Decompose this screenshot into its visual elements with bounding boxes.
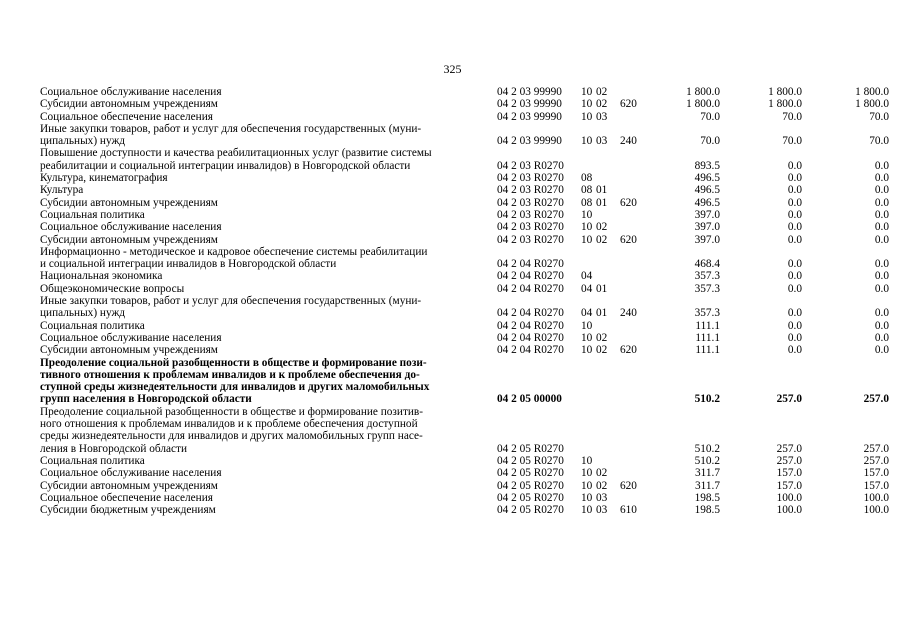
row-target-code: 04 2 05 R0270: [497, 454, 564, 467]
row-subsection: 02: [596, 98, 608, 111]
table-row: [40, 246, 890, 271]
row-amount-year-3: 0.0: [874, 344, 889, 357]
row-subsection: 02: [596, 467, 608, 480]
row-amount-year-3: 0.0: [874, 270, 889, 283]
row-amount-year-1: 198.5: [694, 491, 720, 504]
row-amount-year-1: 468.4: [694, 258, 720, 271]
row-target-code: 04 2 04 R0270: [497, 319, 564, 332]
row-name: Культура: [40, 184, 84, 197]
row-target-code: 04 2 03 99990: [497, 110, 562, 123]
row-section: 10: [581, 86, 593, 98]
row-amount-year-3: 0.0: [874, 319, 889, 332]
row-amount-year-1: 510.2: [694, 454, 720, 467]
row-amount-year-1: 510.2: [694, 442, 720, 455]
row-amount-year-3: 0.0: [874, 172, 889, 185]
row-amount-year-3: 100.0: [863, 504, 889, 517]
table-row: [40, 455, 890, 467]
row-target-code: 04 2 03 99990: [497, 135, 562, 148]
row-subsection: 01: [596, 196, 608, 209]
row-target-code: 04 2 03 99990: [497, 86, 562, 98]
row-amount-year-2: 0.0: [787, 344, 802, 357]
table-row: [40, 98, 890, 110]
row-amount-year-1: 111.1: [695, 344, 720, 357]
table-row: [40, 123, 890, 148]
row-name: Субсидии автономным учреждениям: [40, 233, 218, 246]
row-amount-year-1: 496.5: [694, 172, 720, 185]
table-row: [40, 295, 890, 320]
row-name: Общеэкономические вопросы: [40, 282, 185, 295]
row-amount-year-3: 100.0: [863, 491, 889, 504]
row-amount-year-2: 70.0: [782, 135, 802, 148]
row-name: Социальное обслуживание населения: [40, 467, 222, 480]
table-row: [40, 504, 890, 516]
row-amount-year-1: 397.0: [694, 233, 720, 246]
row-amount-year-2: 100.0: [776, 504, 802, 517]
row-amount-year-1: 496.5: [694, 184, 720, 197]
row-amount-year-3: 70.0: [869, 135, 889, 148]
table-row: [40, 197, 890, 209]
row-target-code: 04 2 04 R0270: [497, 344, 564, 357]
row-name: Субсидии автономным учреждениям: [40, 479, 218, 492]
budget-table: [40, 86, 890, 516]
table-row: [40, 320, 890, 332]
row-subsection: 02: [596, 331, 608, 344]
row-name: Социальное обслуживание населения: [40, 331, 222, 344]
row-amount-year-1: 311.7: [695, 467, 720, 480]
row-amount-year-2: 0.0: [787, 282, 802, 295]
row-amount-year-1: 1 800.0: [686, 86, 720, 98]
row-subsection: 02: [596, 479, 608, 492]
row-amount-year-3: 70.0: [869, 110, 889, 123]
row-amount-year-1: 70.0: [700, 110, 720, 123]
row-amount-year-1: 70.0: [700, 135, 720, 148]
table-row: [40, 357, 890, 406]
row-name: Информационно - методическое и кадровое обеспечение системы реабилитации и социальной интеграции инвалидов в Новгородской области: [40, 245, 428, 271]
row-target-code: 04 2 05 R0270: [497, 442, 564, 455]
row-name: Социальное обеспечение населения: [40, 491, 213, 504]
row-section: 04: [581, 282, 593, 295]
table-row: [40, 283, 890, 295]
row-expense-type: 620: [620, 344, 637, 357]
row-name: Социальное обслуживание населения: [40, 86, 222, 98]
row-amount-year-1: 397.0: [694, 208, 720, 221]
row-name: Субсидии автономным учреждениям: [40, 344, 218, 357]
row-subsection: 03: [596, 135, 608, 148]
row-target-code: 04 2 05 R0270: [497, 467, 564, 480]
row-amount-year-1: 357.3: [694, 270, 720, 283]
row-target-code: 04 2 05 00000: [497, 393, 562, 406]
row-amount-year-3: 0.0: [874, 258, 889, 271]
row-amount-year-2: 0.0: [787, 172, 802, 185]
row-section: 04: [581, 270, 593, 283]
table-row: [40, 86, 890, 98]
row-target-code: 04 2 03 R0270: [497, 196, 564, 209]
row-target-code: 04 2 05 R0270: [497, 504, 564, 517]
row-amount-year-3: 157.0: [863, 467, 889, 480]
row-section: 10: [581, 98, 593, 111]
row-subsection: 01: [596, 307, 608, 320]
row-name: Национальная экономика: [40, 270, 163, 283]
row-amount-year-3: 0.0: [874, 307, 889, 320]
row-amount-year-3: 0.0: [874, 233, 889, 246]
row-section: 08: [581, 196, 593, 209]
row-amount-year-2: 157.0: [776, 467, 802, 480]
row-section: 10: [581, 479, 593, 492]
row-amount-year-2: 0.0: [787, 233, 802, 246]
row-expense-type: 620: [620, 233, 637, 246]
table-row: [40, 147, 890, 172]
row-target-code: 04 2 03 R0270: [497, 221, 564, 234]
row-amount-year-2: 0.0: [787, 258, 802, 271]
row-amount-year-3: 157.0: [863, 479, 889, 492]
table-row: [40, 111, 890, 123]
row-subsection: 03: [596, 110, 608, 123]
row-subsection: 01: [596, 184, 608, 197]
row-amount-year-2: 0.0: [787, 159, 802, 172]
row-amount-year-2: 0.0: [787, 221, 802, 234]
row-expense-type: 240: [620, 135, 637, 148]
row-subsection: 02: [596, 344, 608, 357]
row-name: Социальная политика: [40, 208, 145, 221]
row-amount-year-3: 257.0: [863, 393, 889, 406]
row-target-code: 04 2 05 R0270: [497, 479, 564, 492]
row-name: Социальная политика: [40, 319, 145, 332]
row-section: 10: [581, 110, 593, 123]
row-amount-year-2: 0.0: [787, 208, 802, 221]
row-amount-year-1: 357.3: [694, 307, 720, 320]
row-section: 10: [581, 208, 593, 221]
row-amount-year-3: 0.0: [874, 221, 889, 234]
row-name: Преодоление социальной разобщенности в обществе и формирование пози- тивного отношения к проблемам инвалидов и к проблеме обеспечения до- ступной среды жизнедеятельности для инвалидов и других маломобильных групп населения в Новгородской области: [40, 356, 430, 406]
row-expense-type: 620: [620, 98, 637, 111]
row-amount-year-1: 357.3: [694, 282, 720, 295]
row-name: Субсидии бюджетным учреждениям: [40, 504, 216, 517]
row-name: Субсидии автономным учреждениям: [40, 196, 218, 209]
row-amount-year-2: 257.0: [776, 442, 802, 455]
row-amount-year-3: 0.0: [874, 159, 889, 172]
table-row: [40, 492, 890, 504]
row-target-code: 04 2 04 R0270: [497, 270, 564, 283]
row-amount-year-3: 1 800.0: [855, 98, 889, 111]
row-target-code: 04 2 04 R0270: [497, 331, 564, 344]
row-subsection: 03: [596, 491, 608, 504]
row-section: 10: [581, 135, 593, 148]
row-amount-year-2: 257.0: [776, 393, 802, 406]
row-expense-type: 240: [620, 307, 637, 320]
row-subsection: 03: [596, 504, 608, 517]
row-section: 10: [581, 233, 593, 246]
table-row: [40, 406, 890, 455]
row-amount-year-2: 0.0: [787, 196, 802, 209]
row-amount-year-3: 0.0: [874, 282, 889, 295]
row-expense-type: 620: [620, 479, 637, 492]
row-section: 08: [581, 184, 593, 197]
row-expense-type: 620: [620, 196, 637, 209]
row-subsection: 01: [596, 282, 608, 295]
row-amount-year-3: 0.0: [874, 196, 889, 209]
row-name: Повышение доступности и качества реабилитационных услуг (развитие системы реабилитации и социальной интеграции инвалидов) в Новгородской области: [40, 147, 432, 172]
row-amount-year-2: 70.0: [782, 110, 802, 123]
row-target-code: 04 2 05 R0270: [497, 491, 564, 504]
table-row: [40, 332, 890, 344]
table-row: [40, 270, 890, 282]
row-section: 10: [581, 504, 593, 517]
table-row: [40, 344, 890, 356]
row-amount-year-3: 1 800.0: [855, 86, 889, 98]
row-section: 10: [581, 467, 593, 480]
row-expense-type: 610: [620, 504, 637, 517]
row-name: Социальное обслуживание населения: [40, 221, 222, 234]
row-section: 10: [581, 344, 593, 357]
row-amount-year-1: 311.7: [695, 479, 720, 492]
row-amount-year-1: 397.0: [694, 221, 720, 234]
row-name: Культура, кинематография: [40, 172, 168, 185]
row-section: 10: [581, 454, 593, 467]
row-section: 10: [581, 319, 593, 332]
row-amount-year-2: 0.0: [787, 184, 802, 197]
row-subsection: 02: [596, 233, 608, 246]
row-target-code: 04 2 04 R0270: [497, 307, 564, 320]
row-target-code: 04 2 03 R0270: [497, 233, 564, 246]
row-amount-year-1: 1 800.0: [686, 98, 720, 111]
row-target-code: 04 2 03 99990: [497, 98, 562, 111]
row-target-code: 04 2 04 R0270: [497, 282, 564, 295]
page-number: 325: [443, 62, 462, 76]
row-amount-year-2: 0.0: [787, 270, 802, 283]
row-name: Социальная политика: [40, 454, 145, 467]
row-amount-year-2: 157.0: [776, 479, 802, 492]
table-row: [40, 234, 890, 246]
row-amount-year-2: 1 800.0: [768, 98, 802, 111]
row-amount-year-3: 0.0: [874, 184, 889, 197]
row-name: Иные закупки товаров, работ и услуг для обеспечения государственных (муни- ципальных) нужд: [40, 122, 422, 148]
row-name: Иные закупки товаров, работ и услуг для обеспечения государственных (муни- ципальных) нужд: [40, 295, 422, 320]
table-row: [40, 221, 890, 233]
row-amount-year-3: 257.0: [863, 442, 889, 455]
table-row: [40, 172, 890, 184]
row-subsection: 02: [596, 86, 608, 98]
row-name: Преодоление социальной разобщенности в обществе и формирование позитив- ного отношения к проблемам инвалидов и к проблеме обеспечения доступной среды жизнедеятельности для инвалидов и других маломобильных групп насе- ления в Новгородской области: [40, 405, 424, 455]
row-amount-year-3: 0.0: [874, 208, 889, 221]
row-target-code: 04 2 03 R0270: [497, 208, 564, 221]
row-name: Социальное обеспечение населения: [40, 110, 213, 123]
table-row: [40, 184, 890, 196]
row-amount-year-2: 0.0: [787, 319, 802, 332]
row-amount-year-1: 893.5: [694, 159, 720, 172]
row-amount-year-1: 111.1: [695, 331, 720, 344]
row-amount-year-1: 496.5: [694, 196, 720, 209]
row-subsection: 02: [596, 221, 608, 234]
row-amount-year-2: 1 800.0: [768, 86, 802, 98]
row-section: 08: [581, 172, 593, 185]
row-section: 04: [581, 307, 593, 320]
row-name: Субсидии автономным учреждениям: [40, 98, 218, 111]
row-section: 10: [581, 221, 593, 234]
row-amount-year-3: 257.0: [863, 454, 889, 467]
table-row: [40, 209, 890, 221]
row-target-code: 04 2 03 R0270: [497, 172, 564, 185]
row-section: 10: [581, 331, 593, 344]
row-amount-year-3: 0.0: [874, 331, 889, 344]
row-amount-year-2: 0.0: [787, 331, 802, 344]
row-amount-year-2: 100.0: [776, 491, 802, 504]
row-amount-year-2: 0.0: [787, 307, 802, 320]
table-row: [40, 467, 890, 479]
row-amount-year-1: 510.2: [694, 393, 720, 406]
row-amount-year-1: 111.1: [695, 319, 720, 332]
row-amount-year-2: 257.0: [776, 454, 802, 467]
row-target-code: 04 2 03 R0270: [497, 184, 564, 197]
row-amount-year-1: 198.5: [694, 504, 720, 517]
row-target-code: 04 2 04 R0270: [497, 258, 564, 271]
row-section: 10: [581, 491, 593, 504]
table-row: [40, 480, 890, 492]
row-target-code: 04 2 03 R0270: [497, 159, 564, 172]
